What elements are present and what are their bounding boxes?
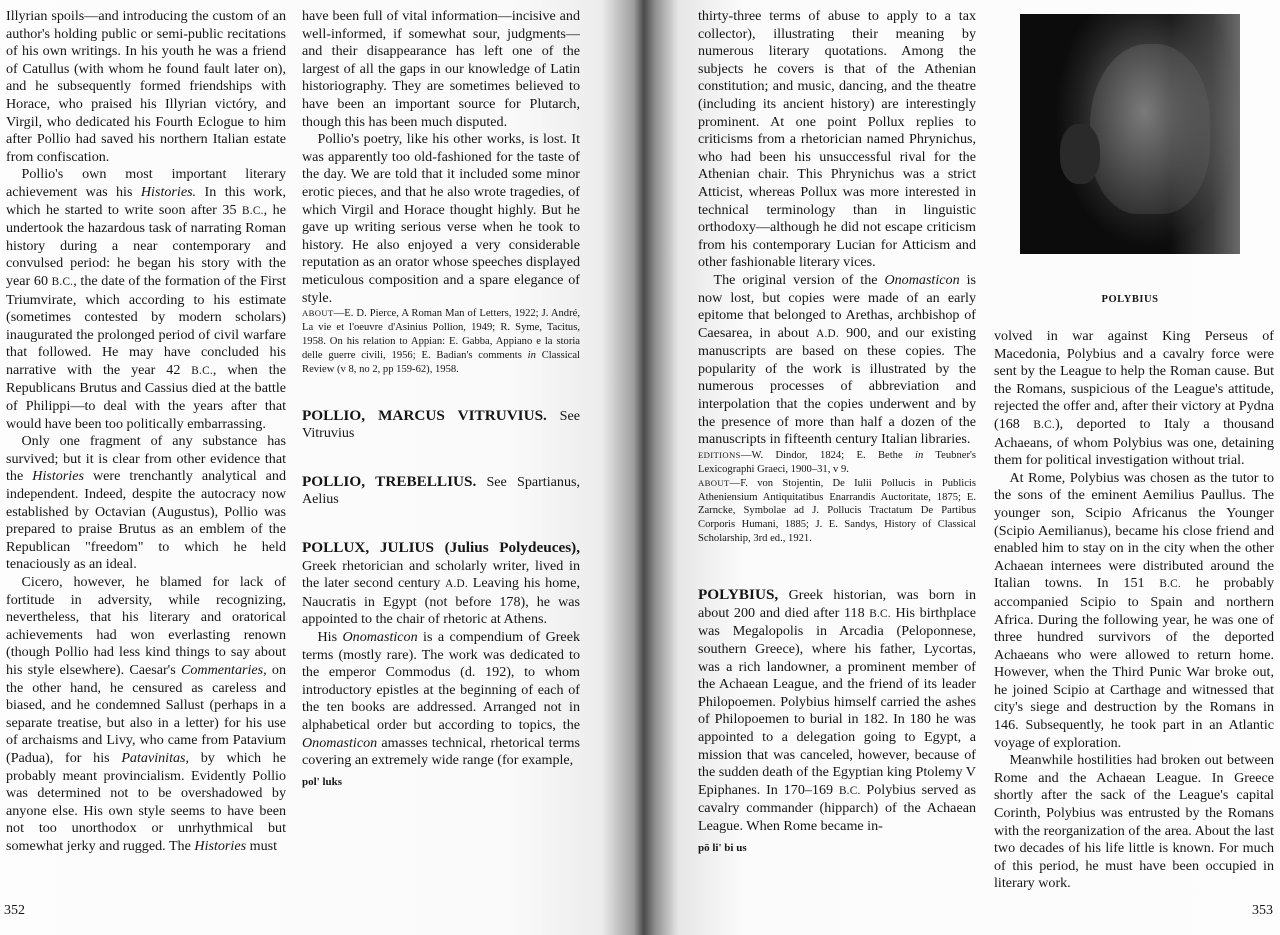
pronunciation: pō li' bi us: [698, 841, 747, 854]
paragraph: Cicero, however, he blamed for lack of fortitude in adversity, while recognizing, nevertheless, that his literary and oratorical achievements had won everlasting renown (though Pollio had less kind things to say about his style elsewhere). Caesar's Commentaries, on the other hand, he censured as careless and biased, and he condemned Sallust (perhaps in a separate treatise, but also in a letter) for his use of archaisms and Livy, who came from Patavium (Padua), for his Patavinitas, by which he probably meant provincialism. Evidently Pollio was determined not to be overshadowed by anyone else. His own style seems to have been not too unorthodox or unrhythmical but somewhat jerky and rugged. The Histories must: [6, 574, 286, 854]
right-page-column-1: [698, 8, 976, 857]
page-number-left: 352: [4, 903, 25, 918]
left-page-column-2: [302, 8, 580, 791]
pronunciation: pol' luks: [302, 775, 343, 788]
left-page-column-1: [6, 8, 286, 856]
entry-pollio-trebellius: POLLIO, TREBELLIUS. See Spartianus, Aelius: [302, 472, 580, 508]
paragraph: The original version of the Onomasticon is now lost, but copies were made of an early epitome that belonged to Arethas, archbishop of Caesarea, in about A.D. 900, and our existing manuscripts are based on these copies. The popularity of the work is illustrated by the numerous processes of abbreviation and interpolation that the copies underwent and by the presence of more than half a dozen of the manuscripts in fifteenth century Italian libraries.: [698, 271, 976, 448]
paragraph: Pollio's poetry, like his other works, is lost. It was apparently too old-fashioned for the taste of the day. We are told that it included some minor erotic pieces, and that he also wrote tragedies, of which Virgil and Horace thought highly. But he gave up writing serious verse when he took to history. He also enjoyed a very considerable reputation as an orator whose speeches displayed meticulous composition and a spare elegance of style.: [302, 131, 580, 306]
paragraph: His Onomasticon is a compendium of Greek terms (mostly rare). The work was dedicated to the emperor Commodus (d. 192), to whom introductory epistles at the beginning of each of the ten books are addressed. Arranged not in alphabetical order but according to topics, the Onomasticon amasses technical, rhetorical terms covering an extremely wide range (for example,: [302, 628, 580, 769]
paragraph: At Rome, Polybius was chosen as the tutor to the sons of the eminent Aemilius Paullus. The younger son, Scipio Africanus the Younger (Scipio Aemilianus), became his close friend and enabled him to stay on in the city when the other Achaean internees were distributed around the Italian towns. In 151 B.C. he probably accompanied Scipio to Spain and northern Africa. During the following year, he was one of three hundred survivors of the deported Achaeans who were allowed to return home. However, when the Third Punic War broke out, he joined Scipio at Carthage and witnessed that city's siege and destruction by the Romans in 146. Subsequently, he took part in an Atlantic voyage of exploration.: [994, 469, 1275, 751]
entry-polybius: POLYBIUS, Greek historian, was born in about 200 and died after 118 B.C. His birthplace was Megalopolis in Arcadia (Peloponnese, southern Greece), where his father, Lycortas, was a rich landowner, a prominent member of the Achaean League, and the friend of its leader Philopoemen. Polybius himself carried the ashes of Philopoemen to burial in 182. In 180 he was appointed to a delegation going to Egypt, a mission that was canceled, however, because of the sudden death of the Egyptian king Ptolemy V Epiphanes. In 170–169 B.C. Polybius served as cavalry commander (hipparch) of the Achaean League. When Rome became in-: [698, 586, 977, 834]
entry-pollux-julius: POLLUX, JULIUS (Julius Polydeuces), Greek rhetorician and scholarly writer, lived in the later second century A.D. Leaving his home, Naucratis in Egypt (not before 178), he was appointed to the chair of rhetoric at Athens.: [302, 539, 580, 628]
paragraph: Meanwhile hostilities had broken out between Rome and the Achaean League. In Greece shortly after the sack of the League's capital Corinth, Polybius was entrusted by the Romans with the reorganization of the area. About the last two decades of his life little is known. For much of this period, he must have been occupied in literary work.: [994, 752, 1274, 892]
bibliography-about: ABOUT—E. D. Pierce, A Roman Man of Letters, 1922; J. André, La vie et l'oeuvre d'Asinius Pollion, 1949; R. Syme, Tacitus, 1958. On his relation to Appian: E. Gabba, Appiano e la storia delle guerre civili, 1956; E. Badian's comments in Classical Review (v 8, no 2, pp 159-62), 1958.: [302, 308, 580, 375]
paragraph: thirty-three terms of abuse to apply to a tax collector), illustrating their meaning by numerous literary quotations. Among the subjects he covers is that of the Athenian constitution; and music, dancing, and the theatre (including its ancient history) are interestingly prominent. At one point Pollux replies to criticisms from a rhetorician named Phrynichus, who had been his unsuccessful rival for the Athenian chair. This Phrynichus was a strict Atticist, whereas Pollux was more interested in technical terminology than in linguistic orthodoxy—although he did not escape criticism from his contemporary Lucian for Atticism and other fashionable literary vices.: [698, 8, 976, 271]
paragraph: have been full of vital information—incisive and well-informed, if somewhat sour, judgments—and their disappearance has left one of the largest of all the gaps in our knowledge of Latin historiography. They are sometimes believed to have been an important source for Plutarch, though this has been much disputed.: [302, 8, 580, 130]
paragraph: Pollio's own most important literary achievement was his Histories. In this work, which he started to write soon after 35 B.C., he undertook the hazardous task of narrating Roman history during a near contemporary and convulsed period: he began his story with the year 60 B.C., the date of the formation of the First Triumvirate, which according to his estimate (sometimes contested by modern scholars) inaugurated the prolonged period of civil warfare that followed. He may have concluded his narrative with the year 42 B.C., when the Republicans Brutus and Cassius died at the battle of Philippi—to deal with the years after that would have been too politically embarrassing.: [6, 166, 286, 432]
polybius-portrait-image: [1020, 14, 1240, 254]
photo-caption: POLYBIUS: [1101, 294, 1159, 305]
right-page-column-2: [994, 328, 1274, 893]
paragraph: Illyrian spoils—and introducing the custom of an author's holding public or semi-public recitations of his own writings. In his youth he was a friend of Catullus (with whom he found fault later on), and he subsequently formed friendships with Horace, who praised his Illyrian victóry, and Virgil, who dedicated his Fourth Eclogue to him after Pollio had saved his northern Italian estate from confiscation.: [6, 8, 286, 165]
page-number-right: 353: [1252, 903, 1273, 918]
entry-pollio-marcus-vitruvius: POLLIO, MARCUS VITRUVIUS. See Vitruvius: [302, 406, 581, 442]
paragraph: Only one fragment of any substance has survived; but it is clear from other evidence that the Histories were trenchantly analytical and independent. Indeed, despite the autocracy now established by Octavian (Augustus), Pollio was prepared to praise Brutus as an emblem of the Republican "freedom" to which he held tenaciously as an ideal.: [6, 433, 287, 573]
paragraph: volved in war against King Perseus of Macedonia, Polybius and a cavalry force were sent by the League to help the Roman cause. But the Romans, suspicious of the League's attitude, rejected the offer and, after their victory at Pydna (168 B.C.), deported to Italy a thousand Achaeans, of whom Polybius was one, detaining them for political investigation without trial.: [994, 328, 1275, 469]
bibliography-editions: EDITIONS—W. Dindor, 1824; E. Bethe in Teubner's Lexicographi Graeci, 1900–31, v 9. ABOUT—F. von Stojentin, De Iulii Pollucis in Publicis Atheniensium Antiquitatibus Enarrandis Auctoritate, 1875; E. Zarncke, Symbolae ad J. Pollucis Tractatum De Partibus Corporis Humani, 1885; J. E. Sandys, History of Classical Scholarship, 3rd ed., 1921.: [698, 449, 976, 545]
